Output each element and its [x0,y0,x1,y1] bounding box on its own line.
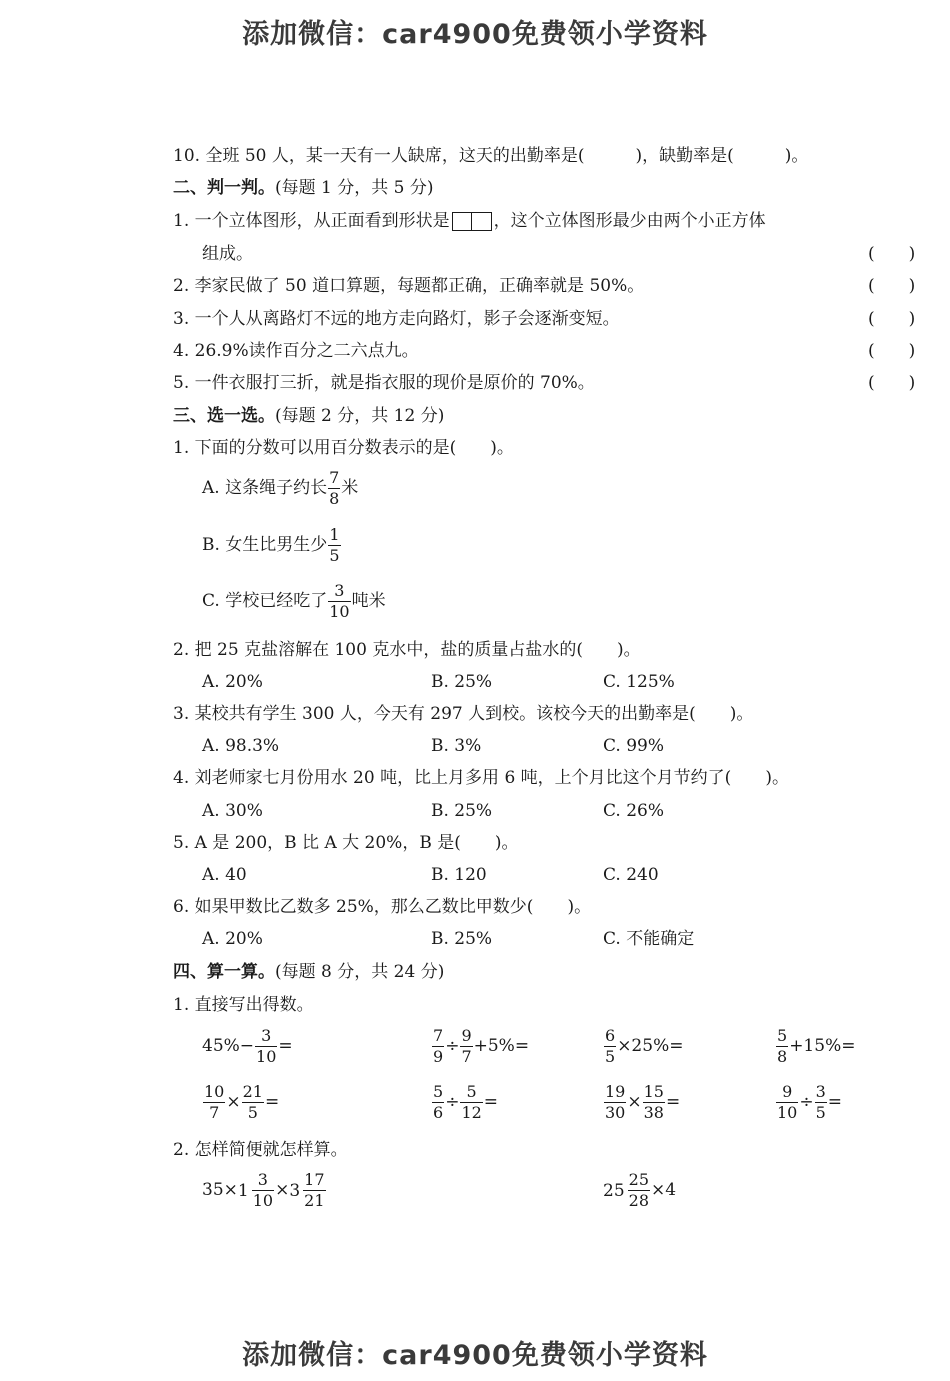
fraction: $\frac{19}{30}$ [605,1082,626,1122]
section-2-note: (每题 1 分，共 5 分) [275,178,434,198]
fraction: $\frac{9}{7}$ [461,1026,472,1066]
simplify-expression-2: 25 $\frac{25}{28}$ ×4 [603,1170,677,1210]
choice-q1-stem: 1. 下面的分数可以用百分数表示的是( )。 [173,438,514,458]
calc-q1-stem: 1. 直接写出得数。 [173,995,314,1015]
choice-q6-option-a[interactable]: A. 20% [202,929,263,949]
judge-answer-1[interactable]: ( ) [868,244,916,264]
calc-expression-1: 45%− $\frac{3}{10}$ = [202,1026,293,1066]
fraction: $\frac{3}{10}$ [329,581,350,621]
fraction: $\frac{5}{6}$ [433,1082,444,1122]
judge-item-5: 5. 一件衣服打三折，就是指衣服的现价是原价的 70%。 [173,373,595,393]
judge-answer-4[interactable]: ( ) [868,341,916,361]
judge-item-1-cont: 组成。 [202,244,253,264]
calc-expression-3: $\frac{6}{5}$ ×25%= [605,1026,684,1066]
fraction: $\frac{10}{7}$ [204,1082,225,1122]
cut-off-text-bottom [250,1314,720,1328]
choice-q2-option-a[interactable]: A. 20% [202,672,263,692]
choice-q2-stem: 2. 把 25 克盐溶解在 100 克水中，盐的质量占盐水的( )。 [173,640,641,660]
fraction: $\frac{15}{38}$ [643,1082,664,1122]
judge-answer-5[interactable]: ( ) [868,373,916,393]
judge-item-1-post: ，这个立体图形最少由两个小正方体 [493,211,766,231]
fraction: $\frac{3}{10}$ [256,1026,277,1066]
simplify-expression-1: 35×1 $\frac{3}{10}$ ×3 $\frac{17}{21}$ [202,1170,325,1210]
fraction: $\frac{1}{5}$ [329,525,340,565]
section-3-note: (每题 2 分，共 12 分) [275,406,445,426]
section-2-heading [173,177,434,199]
choice-q5-option-b[interactable]: B. 120 [431,865,487,885]
calc-expression-5: $\frac{10}{7}$ × $\frac{21}{5}$ = [204,1082,280,1122]
fraction: $\frac{3}{10}$ [252,1170,274,1210]
watermark-top: 添加微信：car4900免费领小学资料 [242,19,708,50]
choice-q4-option-c[interactable]: C. 26% [603,801,664,821]
choice-q5-option-a[interactable]: A. 40 [202,865,247,885]
judge-item-1 [173,210,766,232]
choice-q2-option-b[interactable]: B. 25% [431,672,493,692]
section-4-note: (每题 8 分，共 24 分) [275,962,445,982]
choice-q5-option-c[interactable]: C. 240 [603,865,659,885]
two-squares-shape-icon [452,212,492,232]
choice-q1-option-a[interactable]: A. 这条绳子约长 $\frac{7}{8}$ 米 [202,468,359,508]
judge-answer-2[interactable]: ( ) [868,276,916,296]
fraction: $\frac{7}{9}$ [433,1026,444,1066]
fraction: $\frac{21}{5}$ [242,1082,263,1122]
choice-q4-option-a[interactable]: A. 30% [202,801,263,821]
choice-q2-option-c[interactable]: C. 125% [603,672,675,692]
choice-q4-option-b[interactable]: B. 25% [431,801,493,821]
choice-q3-stem: 3. 某校共有学生 300 人，今天有 297 人到校。该校今天的出勤率是( )。 [173,704,754,724]
choice-q4-stem: 4. 刘老师家七月份用水 20 吨，比上月多用 6 吨，上个月比这个月节约了( )。 [173,768,789,788]
calc-expression-6: $\frac{5}{6}$ ÷ $\frac{5}{12}$ = [433,1082,499,1122]
choice-q3-option-c[interactable]: C. 99% [603,736,664,756]
cut-off-text-top [250,46,720,60]
section-2-title: 二、判一判。 [173,178,275,198]
choice-q3-option-a[interactable]: A. 98.3% [202,736,280,756]
choice-q5-stem: 5. A 是 200，B 比 A 大 20%，B 是( )。 [173,833,519,853]
judge-item-1-pre: 1. 一个立体图形，从正面看到形状是 [173,211,450,231]
choice-q3-option-b[interactable]: B. 3% [431,736,482,756]
watermark-bottom: 添加微信：car4900免费领小学资料 [242,1340,708,1371]
calc-expression-4: $\frac{5}{8}$ +15%= [777,1026,856,1066]
section-3-heading [173,405,444,427]
choice-q6-option-b[interactable]: B. 25% [431,929,493,949]
fraction: $\frac{3}{5}$ [815,1082,826,1122]
judge-answer-3[interactable]: ( ) [868,309,916,329]
fraction: $\frac{6}{5}$ [605,1026,616,1066]
fraction: $\frac{17}{21}$ [304,1170,325,1210]
calc-expression-8: $\frac{9}{10}$ ÷ $\frac{3}{5}$ = [777,1082,843,1122]
fraction: $\frac{5}{8}$ [777,1026,788,1066]
calc-q2-stem: 2. 怎样简便就怎样算。 [173,1140,348,1160]
section-4-heading [173,961,444,983]
judge-item-3: 3. 一个人从离路灯不远的地方走向路灯，影子会逐渐变短。 [173,309,620,329]
choice-q6-option-c[interactable]: C. 不能确定 [603,929,695,949]
section-4-title: 四、算一算。 [173,962,275,982]
section-3-title: 三、选一选。 [173,406,275,426]
choice-q1-option-b[interactable]: B. 女生比男生少 $\frac{1}{5}$ [202,525,340,565]
fraction: $\frac{25}{28}$ [628,1170,649,1210]
question-10: 10. 全班 50 人，某一天有一人缺席，这天的出勤率是( )，缺勤率是( )。 [173,146,809,166]
fraction: $\frac{5}{12}$ [461,1082,482,1122]
judge-item-4: 4. 26.9%读作百分之二六点九。 [173,341,419,361]
calc-expression-7: $\frac{19}{30}$ × $\frac{15}{38}$ = [605,1082,681,1122]
choice-q1-option-c[interactable]: C. 学校已经吃了 $\frac{3}{10}$ 吨米 [202,581,386,621]
calc-expression-2: $\frac{7}{9}$ ÷ $\frac{9}{7}$ +5%= [433,1026,530,1066]
judge-item-2: 2. 李家民做了 50 道口算题，每题都正确，正确率就是 50%。 [173,276,645,296]
choice-q6-stem: 6. 如果甲数比乙数多 25%，那么乙数比甲数少( )。 [173,897,592,917]
fraction: $\frac{9}{10}$ [777,1082,798,1122]
fraction: $\frac{7}{8}$ [329,468,340,508]
